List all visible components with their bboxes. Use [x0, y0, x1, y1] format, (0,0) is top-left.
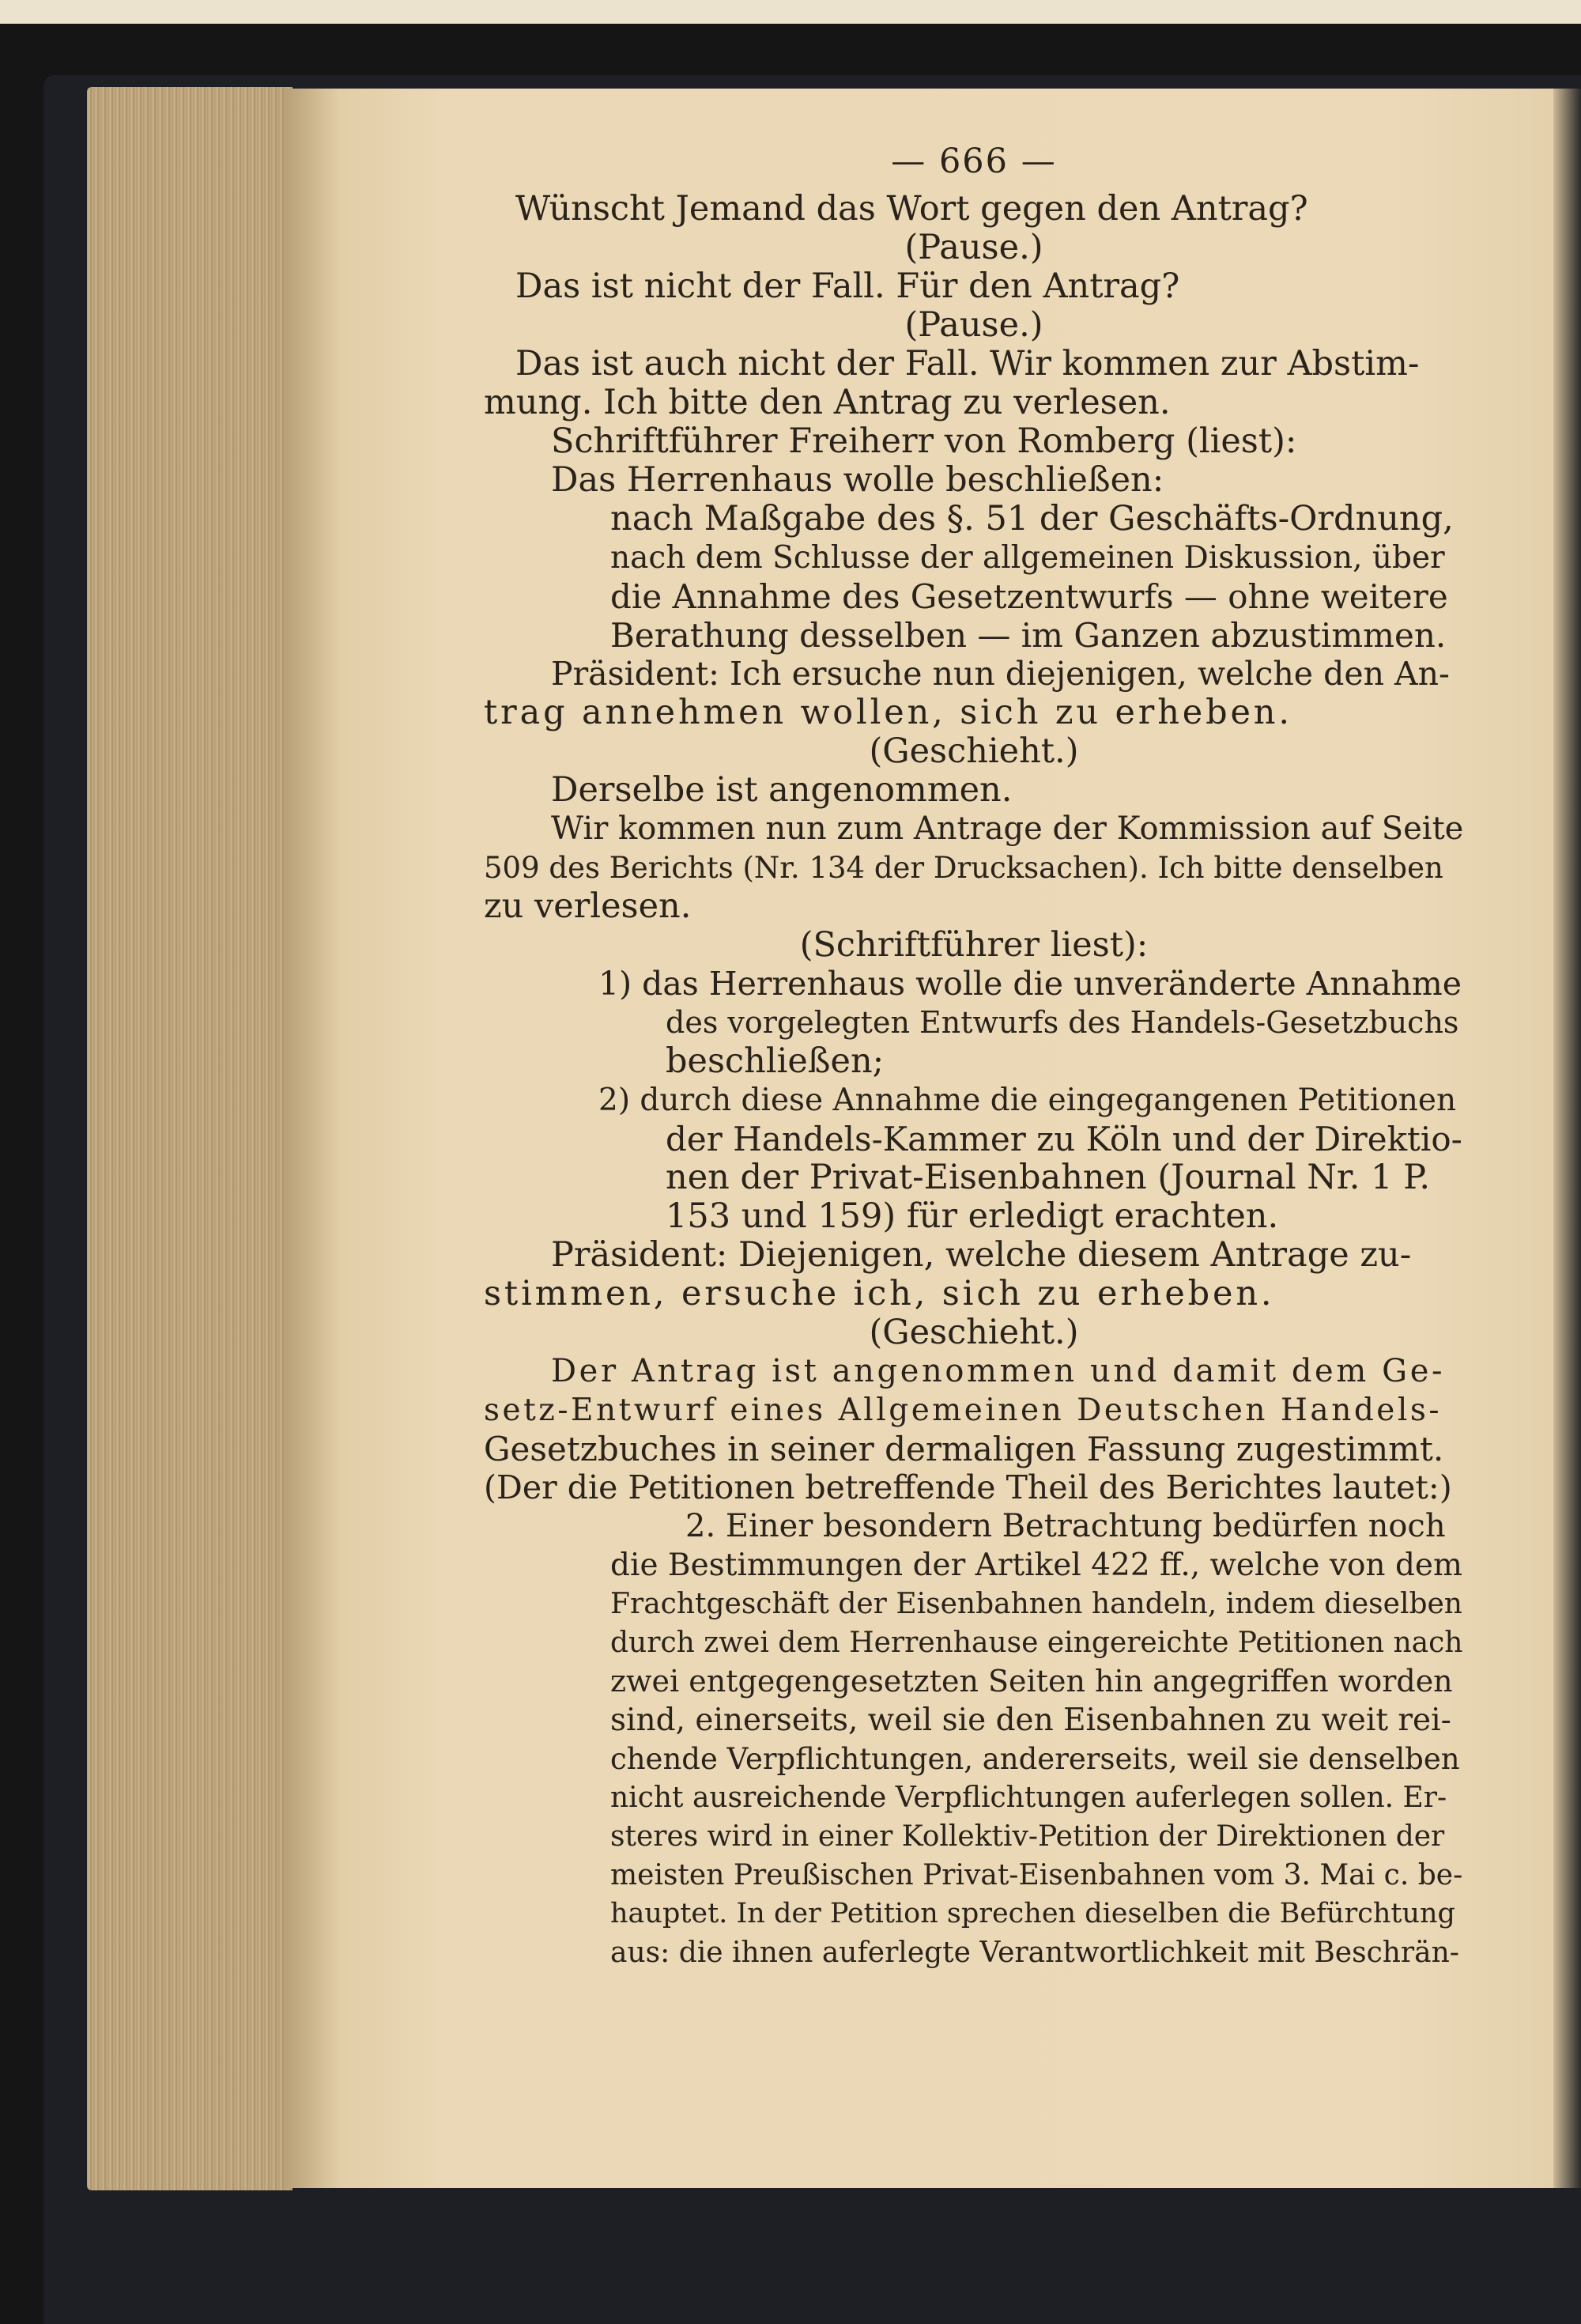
text-line: (Pause.) [904, 228, 1043, 267]
text-line: nach Maßgabe des §. 51 der Geschäfts-Ordnung, [610, 499, 1454, 538]
text-line: (Geschieht.) [869, 1313, 1079, 1352]
text-line: nen der Privat-Eisenbahnen (Journal Nr. 1 P. [666, 1158, 1430, 1197]
page-edges [87, 87, 292, 2190]
text-line: aus: die ihnen auferlegte Verantwortlichkeit mit Beschrän- [610, 1937, 1459, 1969]
text-line: zwei entgegengesetzten Seiten hin angegriffen worden [610, 1664, 1453, 1699]
text-line: 2. Einer besondern Betrachtung bedürfen noch [685, 1508, 1446, 1544]
text-line: Präsident: Ich ersuche nun diejenigen, welche den An- [551, 655, 1450, 693]
gutter-shadow [1553, 89, 1581, 2188]
text-line: Gesetzbuches in seiner dermaligen Fassung zugestimmt. [484, 1430, 1444, 1468]
text-line: 153 und 159) für erledigt erachten. [666, 1196, 1279, 1236]
text-line: die Bestimmungen der Artikel 422 ff., welche von dem [610, 1547, 1462, 1583]
text-line: Präsident: Diejenigen, welche diesem Antrage zu- [551, 1235, 1412, 1275]
text-line: Wir kommen nun zum Antrage der Kommission auf Seite [551, 811, 1464, 847]
text-line: Wünscht Jemand das Wort gegen den Antrag? [515, 189, 1308, 229]
text-line: beschließen; [666, 1041, 885, 1081]
text-line: (Der die Petitionen betreffende Theil des Berichtes lautet:) [484, 1468, 1452, 1506]
text-line: meisten Preußischen Privat-Eisenbahnen vom 3. Mai c. be- [610, 1859, 1463, 1891]
text-line: stimmen, ersuche ich, sich zu erheben. [484, 1274, 1275, 1313]
text-line: Frachtgeschäft der Eisenbahnen handeln, indem dieselben [610, 1588, 1462, 1620]
text-line: Schriftführer Freiherr von Romberg (liest): [551, 421, 1297, 461]
text-line: chende Verpflichtungen, andererseits, weil sie denselben [610, 1742, 1460, 1776]
text-line: 1) das Herrenhaus wolle die unveränderte Annahme [598, 965, 1462, 1003]
text-line: Der Antrag ist angenommen und damit dem Ge- [551, 1353, 1446, 1389]
text-line: durch zwei dem Herrenhause eingereichte Petitionen nach [610, 1627, 1463, 1659]
text-line: der Handels-Kammer zu Köln und der Direktio- [666, 1120, 1462, 1158]
text-line: Derselbe ist angenommen. [551, 770, 1013, 810]
text-line: nicht ausreichende Verpflichtungen auferlegen sollen. Er- [610, 1782, 1447, 1814]
text-line: Berathung desselben — im Ganzen abzustimmen. [610, 616, 1447, 655]
page-number: — 666 — [891, 142, 1057, 181]
text-line: Das ist auch nicht der Fall. Wir kommen zur Abstim- [515, 344, 1420, 384]
text-line: Das ist nicht der Fall. Für den Antrag? [515, 266, 1180, 306]
text-line: trag annehmen wollen, sich zu erheben. [484, 693, 1292, 732]
text-line: (Schriftführer liest): [799, 925, 1149, 965]
text-line: (Geschieht.) [869, 731, 1079, 771]
text-line: nach dem Schlusse der allgemeinen Diskussion, über [610, 540, 1445, 576]
text-line: steres wird in einer Kollektiv-Petition der Direktionen der [610, 1820, 1445, 1853]
text-line: mung. Ich bitte den Antrag zu verlesen. [484, 383, 1171, 422]
text-line: hauptet. In der Petition sprechen dieselben die Befürchtung [610, 1898, 1455, 1929]
text-line: (Pause.) [904, 305, 1043, 345]
text-line: zu verlesen. [484, 886, 692, 926]
text-line: die Annahme des Gesetzentwurfs — ohne weitere [610, 577, 1448, 616]
text-line: 2) durch diese Annahme die eingegangenen Petitionen [598, 1083, 1457, 1118]
text-line: setz-Entwurf eines Allgemeinen Deutschen Handels- [484, 1393, 1443, 1428]
page-text [484, 142, 1464, 1972]
text-line: 509 des Berichts (Nr. 134 der Drucksachen). Ich bitte denselben [484, 851, 1443, 885]
background-top [0, 0, 1581, 24]
text-line: des vorgelegten Entwurfs des Handels-Gesetzbuchs [666, 1005, 1459, 1040]
text-line: Das Herrenhaus wolle beschließen: [551, 460, 1164, 500]
text-line: sind, einerseits, weil sie den Eisenbahnen zu weit rei- [610, 1702, 1451, 1738]
